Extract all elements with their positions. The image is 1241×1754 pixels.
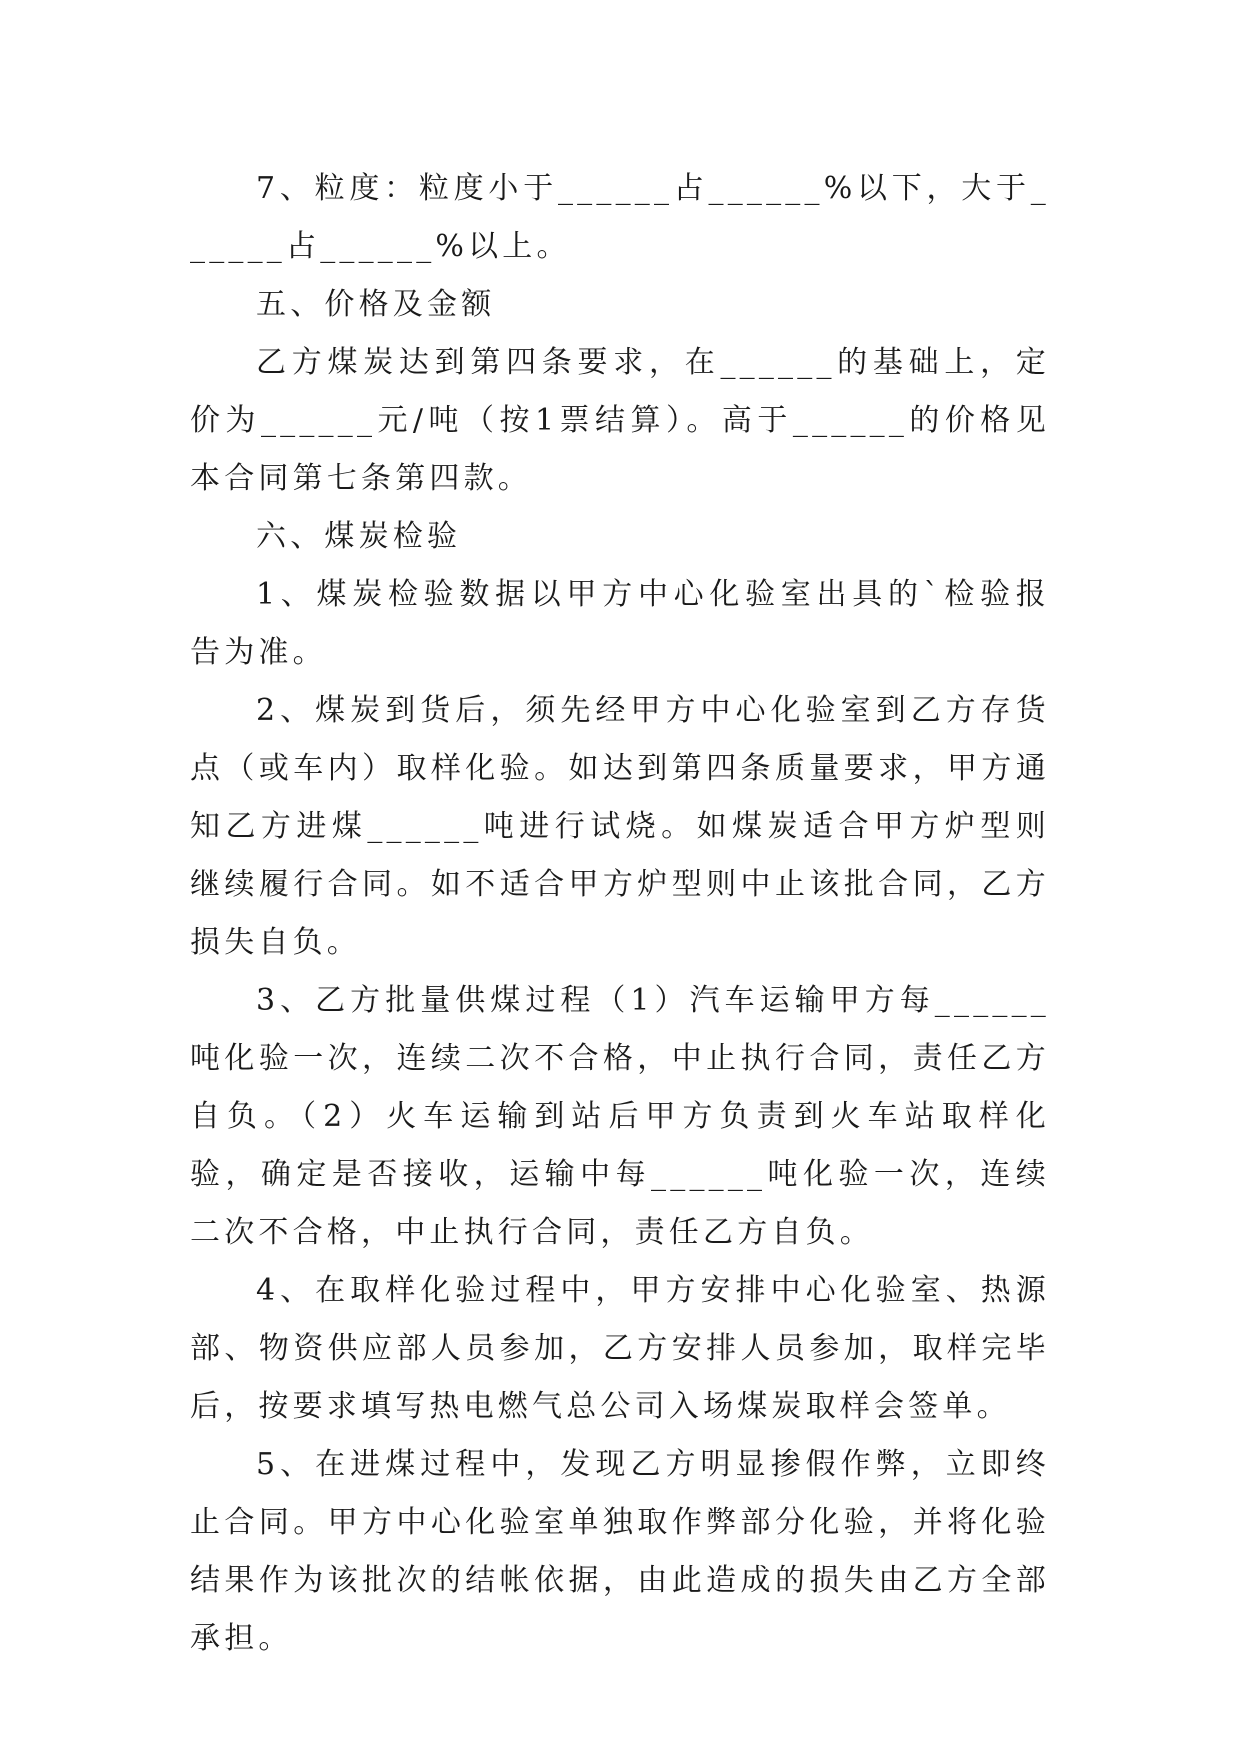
paragraph-inspection-2: 2、煤炭到货后，须先经甲方中心化验室到乙方存货点（或车内）取样化验。如达到第四条质量要求，甲方通知乙方进煤______吨进行试烧。如煤炭适合甲方炉型则继续履行合同。如不适合甲方炉型则中止该批合同，乙方损失自负。 (190, 693, 1050, 960)
paragraph-price: 乙方煤炭达到第四条要求，在______的基础上，定价为______元/吨（按1票结算）。高于______的价格见本合同第七条第四款。 (190, 345, 1050, 496)
paragraph-inspection-3: 3、乙方批量供煤过程（1）汽车运输甲方每______吨化验一次，连续二次不合格，中止执行合同，责任乙方自负。（2）火车运输到站后甲方负责到火车站取样化验，确定是否接收，运输中每______吨化验一次，连续二次不合格，中止执行合同，责任乙方自负。 (190, 983, 1050, 1250)
paragraph-inspection-1: 1、煤炭检验数据以甲方中心化验室出具的`检验报告为准。 (190, 577, 1050, 670)
heading-price-and-amount: 五、价格及金额 (256, 287, 496, 322)
paragraph-granularity: 7、粒度：粒度小于______占______%以下，大于______占______%以上。 (190, 171, 1050, 264)
paragraph-inspection-4: 4、在取样化验过程中，甲方安排中心化验室、热源部、物资供应部人员参加，乙方安排人员参加，取样完毕后，按要求填写热电燃气总公司入场煤炭取样会签单。 (190, 1273, 1050, 1424)
heading-coal-inspection: 六、煤炭检验 (256, 519, 462, 554)
document-body (190, 160, 1050, 1668)
paragraph-inspection-5: 5、在进煤过程中，发现乙方明显掺假作弊，立即终止合同。甲方中心化验室单独取作弊部分化验，并将化验结果作为该批次的结帐依据，由此造成的损失由乙方全部承担。 (190, 1447, 1050, 1656)
